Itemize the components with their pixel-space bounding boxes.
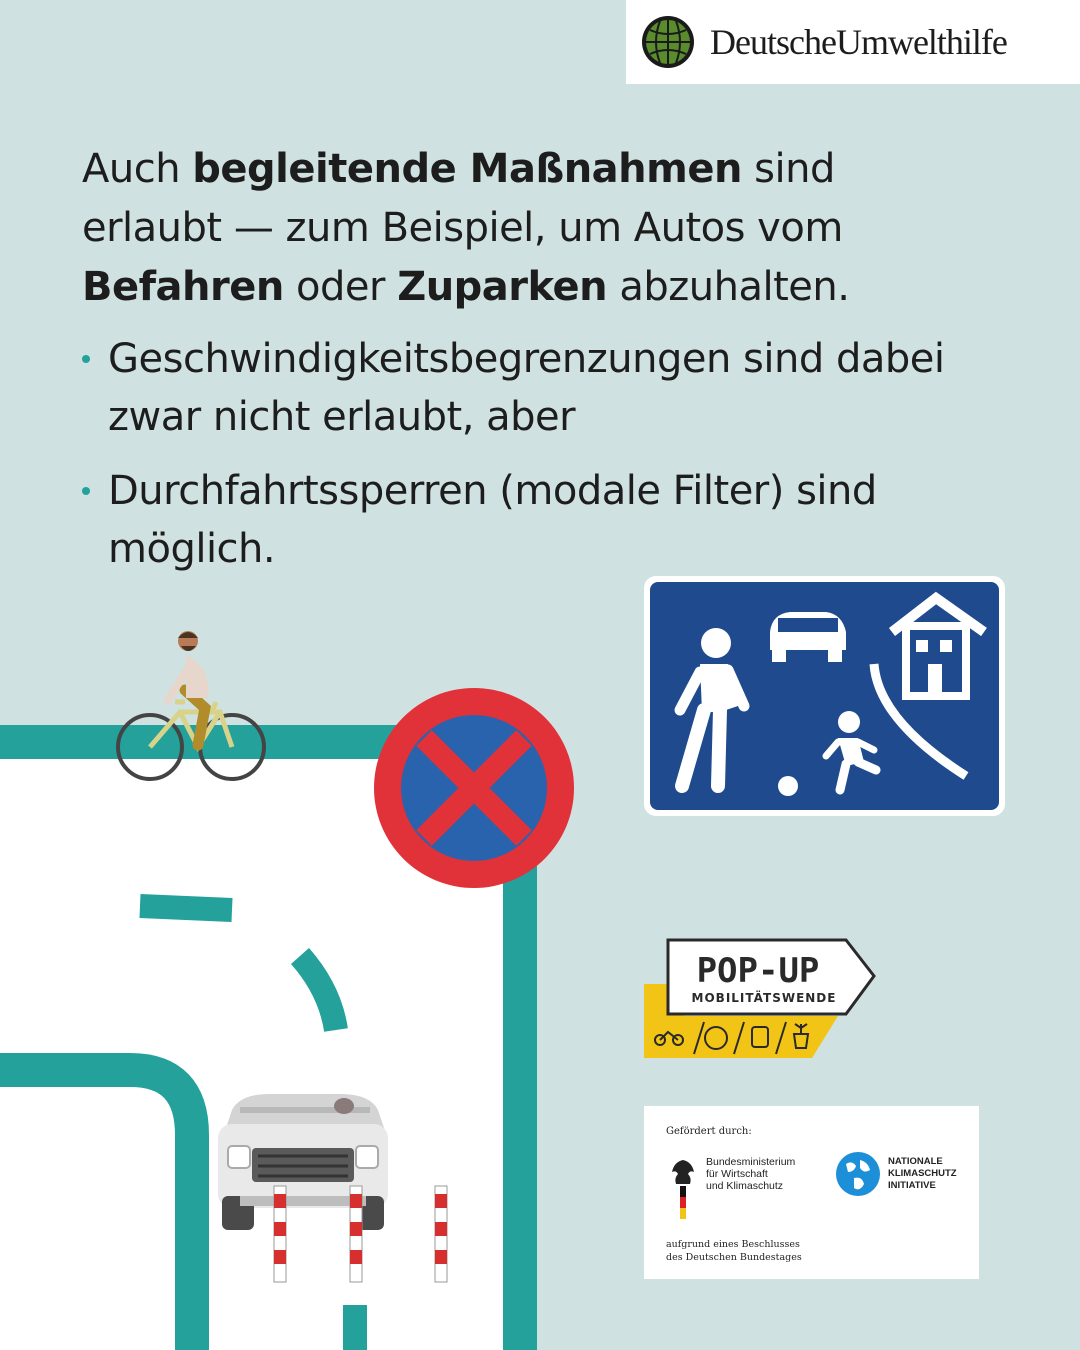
popup-subtitle: MOBILITÄTSWENDE: [691, 991, 837, 1005]
intro-paragraph: [82, 140, 982, 317]
funding-label: Gefördert durch:: [666, 1126, 752, 1137]
intro-bold: Befahren: [82, 264, 284, 310]
no-stopping-sign: [374, 688, 574, 888]
living-street-sign: [644, 576, 1005, 816]
funding-box: [644, 1106, 979, 1279]
intro-text: abzuhalten.: [607, 264, 850, 310]
bullet-item: [82, 462, 962, 578]
globe-icon: [834, 1150, 882, 1198]
globe-leaf-icon: [640, 14, 696, 70]
brand-name: DeutscheUmwelthilfe: [710, 22, 1007, 62]
intro-bold: begleitende Maßnahmen: [192, 146, 742, 192]
dash-1: [140, 906, 232, 910]
ministry-name: [706, 1156, 816, 1192]
federal-eagle-icon: [666, 1156, 700, 1220]
bullet-text: Geschwindigkeitsbegrenzungen sind dabei zwar nicht erlaubt, aber: [108, 336, 945, 440]
intro-text: oder: [283, 264, 398, 310]
intro-bold: Zuparken: [397, 264, 608, 310]
popup-title: POP-UP: [696, 951, 820, 991]
note-line: aufgrund eines Beschlusses: [666, 1239, 800, 1250]
ministry-line: für Wirtschaft: [706, 1168, 768, 1180]
bullet-text: Durchfahrtssperren (modale Filter) sind möglich.: [108, 468, 877, 572]
bullet-dot: [82, 487, 90, 495]
bullet-list: [82, 330, 962, 594]
funding-note: [666, 1238, 866, 1264]
nki-line: INITIATIVE: [888, 1180, 936, 1191]
nki-line: KLIMASCHUTZ: [888, 1168, 957, 1179]
bullet-item: [82, 330, 962, 446]
popup-mobilitaetswende-logo: [644, 940, 874, 1058]
ministry-line: Bundesministerium: [706, 1156, 796, 1168]
intro-text: Auch: [82, 146, 193, 192]
brand-logo: [626, 0, 1080, 84]
nki-name: [888, 1156, 978, 1192]
nki-line: NATIONALE: [888, 1156, 943, 1167]
note-line: des Deutschen Bundestages: [666, 1252, 802, 1263]
ministry-line: und Klimaschutz: [706, 1180, 784, 1192]
intro-text: sind erlaubt — zum Beispiel, um Autos vom: [82, 146, 843, 251]
bullet-dot: [82, 355, 90, 363]
